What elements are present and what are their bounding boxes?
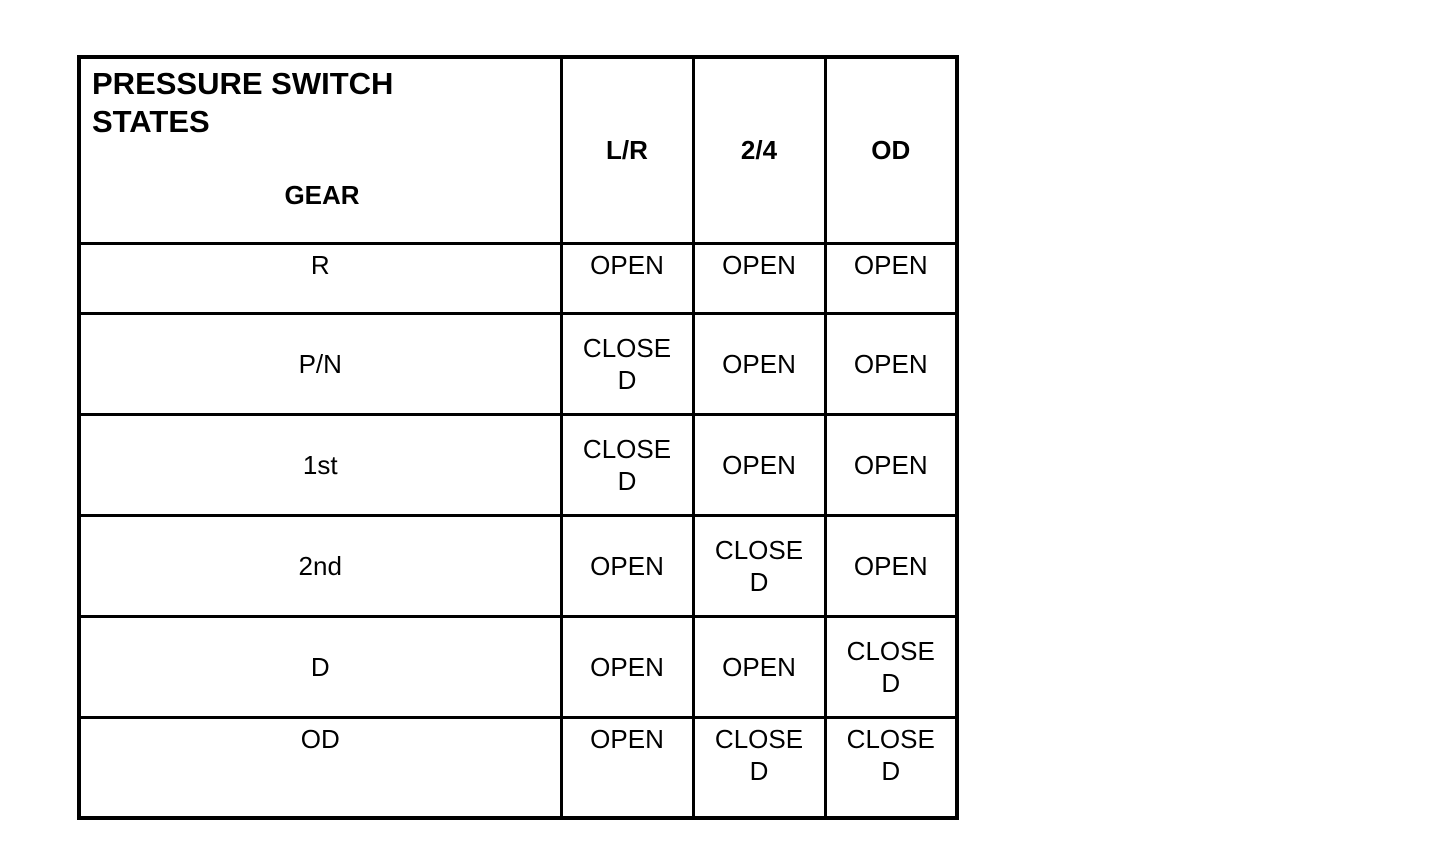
state-cell-2-4: OPEN: [693, 616, 825, 717]
table-row: [79, 414, 957, 515]
state-cell-od: OPEN: [825, 243, 957, 313]
gear-column-header: GEAR: [284, 180, 360, 210]
state-cell-2-4: OPEN: [693, 243, 825, 313]
state-cell-od: OPEN: [825, 414, 957, 515]
table-row: [79, 515, 957, 616]
table-title: PRESSURE SWITCH STATES: [92, 66, 394, 139]
state-cell-od: OPEN: [825, 515, 957, 616]
gear-cell: P/N: [79, 313, 561, 414]
state-cell-od: CLOSED: [825, 616, 957, 717]
state-cell-2-4: CLOSED: [693, 515, 825, 616]
table-row: [79, 243, 957, 313]
state-cell-2-4: OPEN: [693, 414, 825, 515]
state-cell-2-4: OPEN: [693, 313, 825, 414]
state-cell-lr: OPEN: [561, 717, 693, 818]
gear-cell: OD: [79, 717, 561, 818]
gear-cell: D: [79, 616, 561, 717]
state-cell-od: CLOSED: [825, 717, 957, 818]
table-row: [79, 313, 957, 414]
table-row: [79, 717, 957, 818]
pressure-switch-table: [77, 55, 959, 820]
column-header-od: OD: [825, 57, 957, 243]
state-cell-2-4: CLOSED: [693, 717, 825, 818]
title-cell: [79, 57, 561, 243]
gear-cell: 1st: [79, 414, 561, 515]
table-row: [79, 616, 957, 717]
state-cell-lr: OPEN: [561, 616, 693, 717]
table-header-row: [79, 57, 957, 243]
state-cell-lr: OPEN: [561, 243, 693, 313]
state-cell-lr: CLOSED: [561, 414, 693, 515]
column-header-2-4: 2/4: [693, 57, 825, 243]
state-cell-lr: CLOSED: [561, 313, 693, 414]
gear-cell: R: [79, 243, 561, 313]
gear-cell: 2nd: [79, 515, 561, 616]
column-header-lr: L/R: [561, 57, 693, 243]
state-cell-lr: OPEN: [561, 515, 693, 616]
state-cell-od: OPEN: [825, 313, 957, 414]
